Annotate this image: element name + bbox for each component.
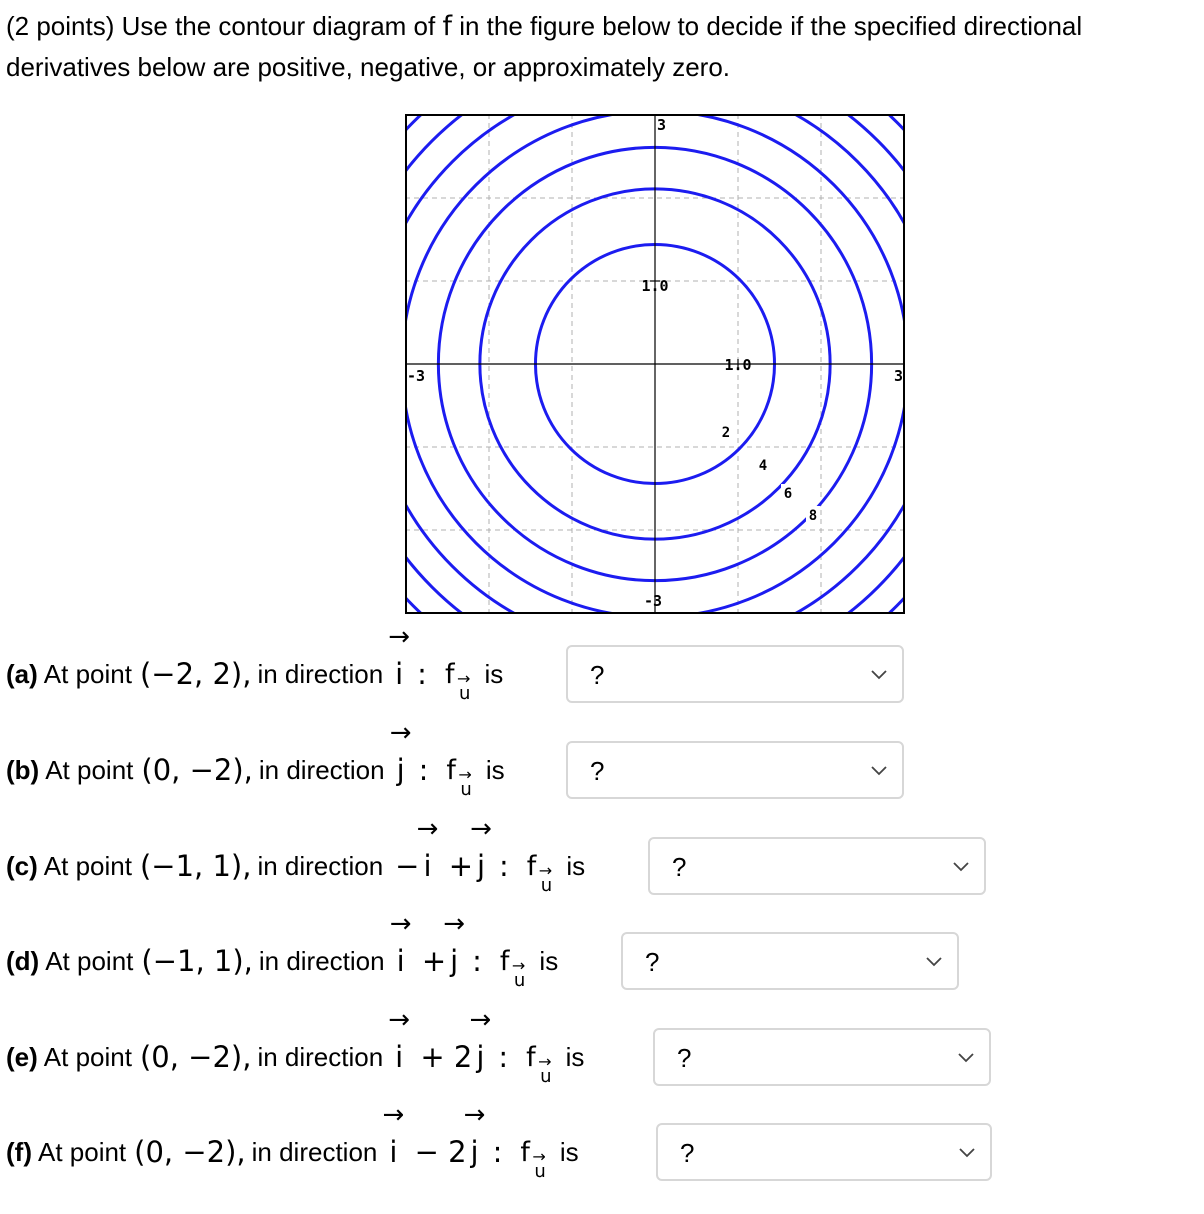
point-coordinates: (0, −2),	[139, 1040, 252, 1074]
select-value: ?	[645, 947, 660, 977]
contour-label: 2	[721, 425, 731, 441]
question-b	[6, 718, 505, 801]
subscript-arrow: →	[456, 668, 471, 688]
chevron-down-icon	[957, 1048, 975, 1066]
vector-symbol: j	[476, 849, 486, 883]
subscript-u	[511, 955, 526, 991]
subscript-arrow: →	[532, 1146, 546, 1166]
directional-derivative-symbol	[520, 1136, 546, 1182]
problem-statement	[6, 6, 1196, 88]
contour-label: 6	[783, 486, 793, 502]
colon: :	[417, 657, 427, 691]
direction-vector	[388, 622, 427, 691]
directional-derivative-symbol	[444, 658, 471, 704]
in-direction-text: in direction	[257, 658, 384, 689]
tick-label-y-one: 1.0	[641, 277, 669, 295]
question-a	[6, 622, 504, 705]
answer-select-a[interactable]	[566, 645, 904, 703]
question-c	[6, 814, 586, 897]
question-label: (e)	[6, 1041, 38, 1072]
intro-text: (2 points) Use the contour diagram of	[6, 11, 436, 41]
chevron-down-icon	[925, 952, 943, 970]
subscript-u	[532, 1146, 546, 1182]
is-text: is	[485, 754, 505, 785]
select-value: ?	[677, 1043, 692, 1073]
vector-arrow: →	[389, 909, 412, 939]
in-direction-text: in direction	[257, 1041, 384, 1072]
vector-symbol: i	[395, 657, 404, 691]
vector-arrow: →	[463, 1100, 486, 1130]
tick-label-left: -3	[407, 367, 426, 385]
point-coordinates: (−1, 1),	[139, 849, 252, 883]
vector-arrow: →	[443, 909, 466, 939]
is-text: is	[566, 850, 586, 881]
in-direction-text: in direction	[258, 945, 385, 976]
u-symbol: u	[513, 969, 526, 991]
unit-vector-i	[388, 622, 411, 691]
question-label: (f)	[6, 1136, 32, 1167]
answer-select-f[interactable]	[656, 1123, 992, 1181]
vector-symbol: i	[389, 1135, 398, 1169]
directional-derivative-symbol	[499, 945, 526, 991]
directional-derivative-symbol	[526, 1041, 552, 1087]
colon: :	[418, 753, 429, 787]
subscript-arrow: →	[538, 1051, 552, 1071]
vector-arrow: →	[382, 1100, 405, 1130]
is-text: is	[539, 945, 559, 976]
subscript-arrow: →	[538, 860, 553, 880]
at-point-text: At point	[43, 1041, 132, 1072]
in-direction-text: in direction	[258, 754, 385, 785]
unit-vector-i	[388, 1005, 411, 1074]
chevron-down-icon	[870, 665, 888, 683]
vector-coefficient: −	[395, 849, 420, 883]
question-f	[6, 1100, 579, 1183]
question-label: (d)	[6, 945, 40, 976]
vector-symbol: j	[396, 753, 405, 787]
vector-arrow: →	[416, 814, 439, 844]
chevron-down-icon	[958, 1143, 976, 1161]
vector-coefficient: +	[421, 944, 447, 978]
vector-arrow: →	[470, 814, 492, 844]
subscript-arrow: →	[458, 764, 472, 784]
answer-select-e[interactable]	[653, 1028, 991, 1086]
direction-vector	[389, 718, 429, 787]
vector-symbol: j	[450, 944, 459, 978]
in-direction-text: in direction	[257, 850, 384, 881]
is-text: is	[565, 1041, 585, 1072]
colon: :	[492, 1135, 503, 1169]
colon: :	[472, 944, 482, 978]
chevron-down-icon	[952, 857, 970, 875]
chevron-down-icon	[870, 761, 888, 779]
unit-vector-j	[470, 814, 492, 883]
directional-derivative-symbol	[526, 850, 553, 896]
unit-vector-i	[382, 1100, 405, 1169]
f-symbol: f	[526, 1041, 536, 1073]
contour-diagram	[405, 114, 905, 614]
direction-vector	[391, 814, 509, 883]
vector-coefficient: +	[448, 849, 474, 883]
at-point-text: At point	[37, 1136, 127, 1167]
unit-vector-j	[389, 718, 412, 787]
select-value: ?	[590, 660, 605, 690]
f-symbol: f	[499, 945, 510, 977]
direction-vector	[382, 1100, 503, 1169]
f-symbol: f	[520, 1136, 530, 1168]
select-value: ?	[680, 1138, 695, 1168]
in-direction-text: in direction	[251, 1136, 378, 1167]
intro-text-rest: in the figure below to decide if the specified directional derivatives below are positive, negative, or approximately zero.	[6, 11, 1083, 82]
unit-vector-i	[416, 814, 439, 883]
direction-vector	[389, 909, 482, 978]
vector-arrow: →	[388, 622, 411, 652]
subscript-u	[538, 1051, 552, 1087]
vector-arrow: →	[389, 718, 412, 748]
tick-label-right: 3	[893, 367, 903, 385]
subscript-u	[538, 860, 553, 896]
is-text: is	[484, 658, 504, 689]
vector-symbol: i	[395, 1040, 404, 1074]
at-point-text: At point	[45, 945, 134, 976]
f-symbol: f	[526, 850, 537, 882]
unit-vector-j	[469, 1005, 492, 1074]
select-value: ?	[590, 756, 605, 786]
f-symbol: f	[444, 658, 455, 690]
direction-vector	[388, 1005, 509, 1074]
point-coordinates: (0, −2),	[141, 753, 253, 787]
unit-vector-j	[443, 909, 466, 978]
subscript-u	[456, 668, 471, 704]
function-name: f	[442, 11, 452, 42]
u-symbol: u	[540, 874, 553, 896]
is-text: is	[559, 1136, 579, 1167]
answer-select-d[interactable]	[621, 932, 959, 990]
vector-coefficient: + 2	[420, 1040, 473, 1074]
vector-arrow: →	[469, 1005, 492, 1035]
contour-label: 4	[758, 458, 768, 474]
subscript-arrow: →	[511, 955, 526, 975]
colon: :	[499, 849, 509, 883]
at-point-text: At point	[45, 754, 134, 785]
directional-derivative-symbol	[446, 754, 472, 800]
vector-symbol: i	[396, 944, 405, 978]
vector-symbol: j	[470, 1135, 479, 1169]
point-coordinates: (0, −2),	[134, 1135, 246, 1169]
answer-select-b[interactable]	[566, 741, 904, 799]
question-d	[6, 909, 559, 992]
question-label: (a)	[6, 658, 38, 689]
answer-select-c[interactable]	[648, 837, 986, 895]
point-coordinates: (−2, 2),	[139, 657, 252, 691]
tick-label-bottom: -3	[643, 592, 663, 610]
question-e	[6, 1005, 585, 1088]
u-symbol: u	[534, 1160, 546, 1182]
subscript-u	[458, 764, 472, 800]
contour-label: 8	[808, 508, 818, 524]
select-value: ?	[672, 852, 687, 882]
u-symbol: u	[540, 1065, 552, 1087]
colon: :	[498, 1040, 509, 1074]
at-point-text: At point	[43, 850, 132, 881]
vector-symbol: i	[423, 849, 432, 883]
vector-arrow: →	[388, 1005, 411, 1035]
at-point-text: At point	[43, 658, 132, 689]
f-symbol: f	[446, 754, 456, 786]
point-coordinates: (−1, 1),	[141, 944, 253, 978]
unit-vector-i	[389, 909, 412, 978]
question-label: (b)	[6, 754, 40, 785]
u-symbol: u	[460, 778, 472, 800]
vector-symbol: j	[476, 1040, 485, 1074]
u-symbol: u	[458, 682, 471, 704]
tick-label-top: 3	[657, 116, 667, 134]
question-label: (c)	[6, 850, 38, 881]
vector-coefficient: − 2	[414, 1135, 467, 1169]
tick-label-x-one: 1.0	[724, 356, 752, 374]
unit-vector-j	[463, 1100, 486, 1169]
